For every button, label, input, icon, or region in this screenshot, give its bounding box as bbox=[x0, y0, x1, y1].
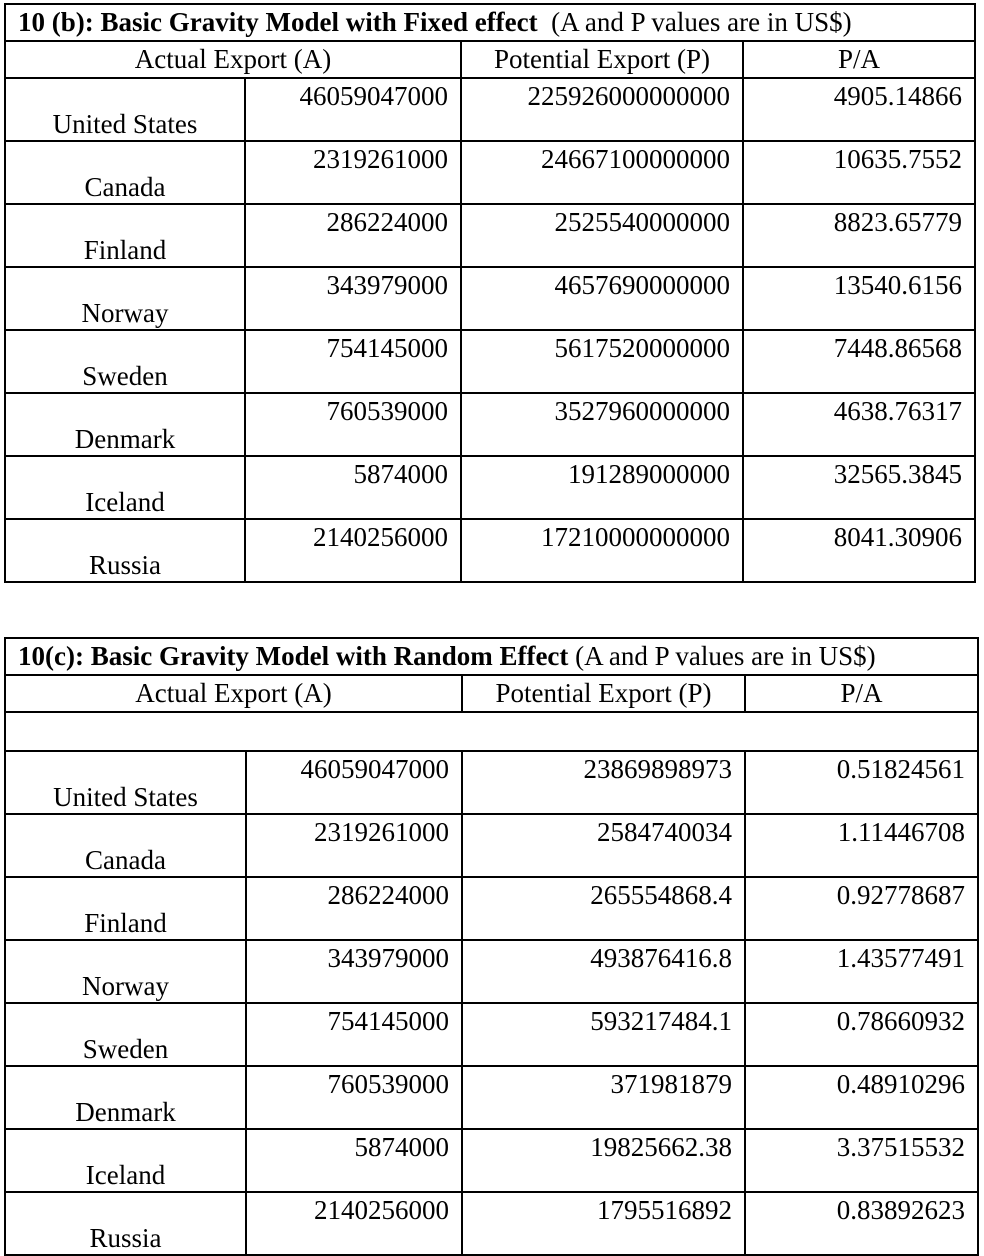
potential-export-cell: 17210000000000 bbox=[461, 519, 743, 582]
actual-export-cell: 5874000 bbox=[246, 1129, 462, 1192]
actual-export-cell: 754145000 bbox=[245, 330, 461, 393]
country-cell: Canada bbox=[5, 141, 245, 204]
country-cell: Finland bbox=[5, 877, 246, 940]
table-title bbox=[5, 4, 975, 41]
random-effect-table bbox=[4, 637, 979, 1256]
potential-export-cell: 225926000000000 bbox=[461, 78, 743, 141]
table-row bbox=[5, 877, 978, 940]
table-row bbox=[5, 1192, 978, 1255]
country-cell: United States bbox=[5, 751, 246, 814]
country-cell: Iceland bbox=[5, 1129, 246, 1192]
actual-export-cell: 343979000 bbox=[245, 267, 461, 330]
header-p-over-a: P/A bbox=[743, 41, 975, 78]
table-row bbox=[5, 141, 975, 204]
ratio-cell: 0.78660932 bbox=[745, 1003, 978, 1066]
ratio-cell: 0.51824561 bbox=[745, 751, 978, 814]
table-row bbox=[5, 1066, 978, 1129]
potential-export-cell: 371981879 bbox=[462, 1066, 745, 1129]
actual-export-cell: 754145000 bbox=[246, 1003, 462, 1066]
potential-export-cell: 4657690000000 bbox=[461, 267, 743, 330]
table-title-note: (A and P values are in US$) bbox=[568, 641, 876, 671]
table-row bbox=[5, 330, 975, 393]
table-row bbox=[5, 204, 975, 267]
country-cell: Sweden bbox=[5, 330, 245, 393]
ratio-cell: 0.48910296 bbox=[745, 1066, 978, 1129]
ratio-cell: 8041.30906 bbox=[743, 519, 975, 582]
country-cell: Norway bbox=[5, 940, 246, 1003]
potential-export-cell: 265554868.4 bbox=[462, 877, 745, 940]
table-row bbox=[5, 751, 978, 814]
actual-export-cell: 2319261000 bbox=[245, 141, 461, 204]
table-title-note: (A and P values are in US$) bbox=[537, 7, 852, 37]
table-title-row bbox=[5, 4, 975, 41]
header-p-over-a: P/A bbox=[745, 675, 978, 712]
ratio-cell: 4638.76317 bbox=[743, 393, 975, 456]
country-cell: Russia bbox=[5, 519, 245, 582]
potential-export-cell: 2525540000000 bbox=[461, 204, 743, 267]
table-row bbox=[5, 814, 978, 877]
ratio-cell: 8823.65779 bbox=[743, 204, 975, 267]
table-row bbox=[5, 1003, 978, 1066]
ratio-cell: 10635.7552 bbox=[743, 141, 975, 204]
actual-export-cell: 2319261000 bbox=[246, 814, 462, 877]
country-cell: Canada bbox=[5, 814, 246, 877]
country-cell: Sweden bbox=[5, 1003, 246, 1066]
actual-export-cell: 46059047000 bbox=[246, 751, 462, 814]
potential-export-cell: 19825662.38 bbox=[462, 1129, 745, 1192]
potential-export-cell: 191289000000 bbox=[461, 456, 743, 519]
actual-export-cell: 2140256000 bbox=[245, 519, 461, 582]
potential-export-cell: 2584740034 bbox=[462, 814, 745, 877]
table-title-row bbox=[5, 638, 978, 675]
country-cell: Iceland bbox=[5, 456, 245, 519]
actual-export-cell: 760539000 bbox=[246, 1066, 462, 1129]
potential-export-cell: 593217484.1 bbox=[462, 1003, 745, 1066]
header-potential-export: Potential Export (P) bbox=[461, 41, 743, 78]
potential-export-cell: 493876416.8 bbox=[462, 940, 745, 1003]
table-row bbox=[5, 456, 975, 519]
potential-export-cell: 3527960000000 bbox=[461, 393, 743, 456]
table-row bbox=[5, 1129, 978, 1192]
header-actual-export: Actual Export (A) bbox=[5, 41, 461, 78]
actual-export-cell: 5874000 bbox=[245, 456, 461, 519]
actual-export-cell: 343979000 bbox=[246, 940, 462, 1003]
blank-row bbox=[5, 712, 978, 751]
actual-export-cell: 760539000 bbox=[245, 393, 461, 456]
ratio-cell: 7448.86568 bbox=[743, 330, 975, 393]
country-cell: United States bbox=[5, 78, 245, 141]
ratio-cell: 32565.3845 bbox=[743, 456, 975, 519]
actual-export-cell: 46059047000 bbox=[245, 78, 461, 141]
actual-export-cell: 2140256000 bbox=[246, 1192, 462, 1255]
ratio-cell: 3.37515532 bbox=[745, 1129, 978, 1192]
header-row bbox=[5, 675, 978, 712]
potential-export-cell: 5617520000000 bbox=[461, 330, 743, 393]
fixed-effect-table bbox=[4, 3, 976, 583]
ratio-cell: 13540.6156 bbox=[743, 267, 975, 330]
ratio-cell: 1.43577491 bbox=[745, 940, 978, 1003]
ratio-cell: 1.11446708 bbox=[745, 814, 978, 877]
table-row bbox=[5, 78, 975, 141]
country-cell: Denmark bbox=[5, 393, 245, 456]
country-cell: Russia bbox=[5, 1192, 246, 1255]
header-potential-export: Potential Export (P) bbox=[462, 675, 745, 712]
country-cell: Finland bbox=[5, 204, 245, 267]
ratio-cell: 0.92778687 bbox=[745, 877, 978, 940]
potential-export-cell: 1795516892 bbox=[462, 1192, 745, 1255]
potential-export-cell: 24667100000000 bbox=[461, 141, 743, 204]
table-row bbox=[5, 393, 975, 456]
potential-export-cell: 23869898973 bbox=[462, 751, 745, 814]
actual-export-cell: 286224000 bbox=[245, 204, 461, 267]
country-cell: Norway bbox=[5, 267, 245, 330]
header-row bbox=[5, 41, 975, 78]
blank-cell bbox=[5, 712, 978, 751]
table-title bbox=[5, 638, 978, 675]
ratio-cell: 0.83892623 bbox=[745, 1192, 978, 1255]
table-row bbox=[5, 519, 975, 582]
table-row bbox=[5, 940, 978, 1003]
table-title-bold: 10 (b): Basic Gravity Model with Fixed effect bbox=[18, 7, 538, 37]
ratio-cell: 4905.14866 bbox=[743, 78, 975, 141]
actual-export-cell: 286224000 bbox=[246, 877, 462, 940]
table-title-bold: 10(c): Basic Gravity Model with Random Effect bbox=[18, 641, 569, 671]
country-cell: Denmark bbox=[5, 1066, 246, 1129]
table-row bbox=[5, 267, 975, 330]
header-actual-export: Actual Export (A) bbox=[5, 675, 462, 712]
